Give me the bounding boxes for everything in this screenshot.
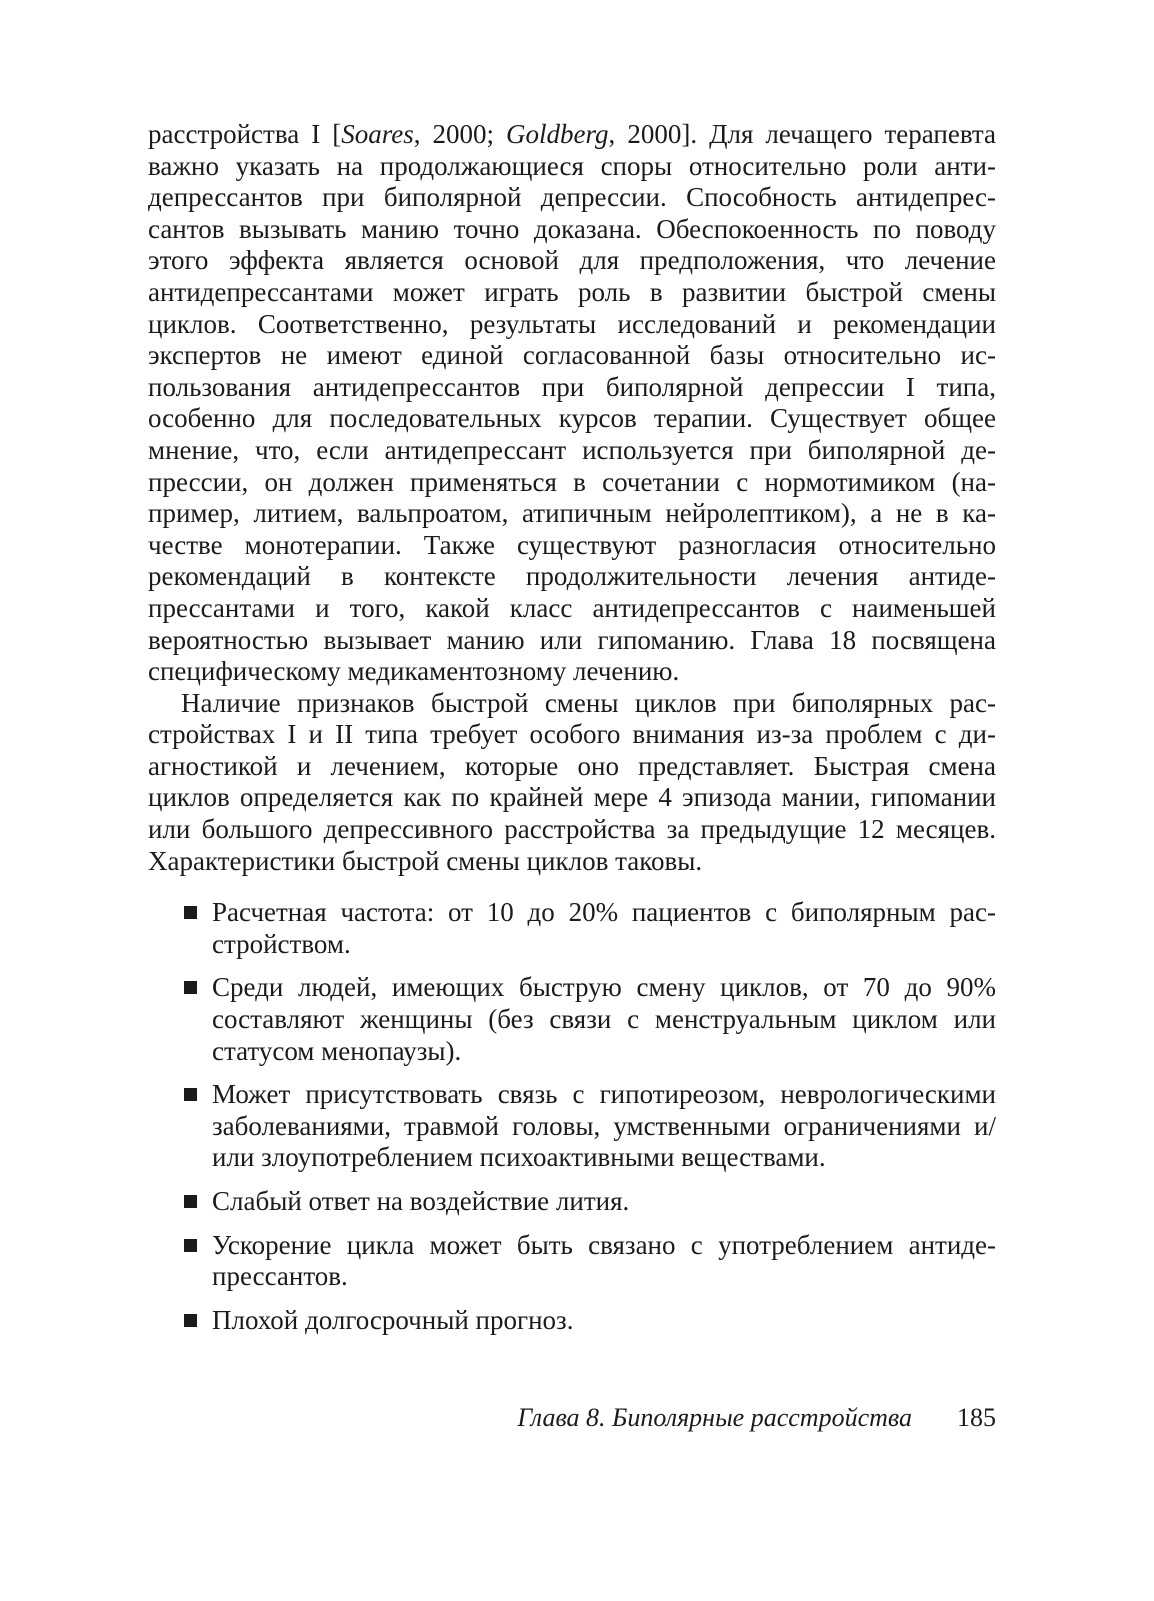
footer-chapter-title: Глава 8. Биполярные расстройства <box>517 1403 912 1432</box>
list-item <box>148 1079 996 1174</box>
list-item <box>148 972 996 1067</box>
body-text <box>148 119 996 1348</box>
square-bullet-icon <box>184 906 197 919</box>
paragraph-text-rest: , 2000]. Для лечащего терапевта важно указать на продолжающиеся споры относительно роли антидепрессантов при биполярной депрессии. Способность антидепрессантов вызывать манию точно доказана. Обеспокоенность по поводу этого эффекта является основой для предположения, что лечение антидепрессантами может играть роль в развитии быстрой смены циклов. Соответственно, результаты исследований и рекомендации экспертов не имеют единой согласованной базы относительно использования антидепрессантов при биполярной депрессии I типа, особенно для последовательных курсов терапии. Существует общее мнение, что, если антидепрессант используется при биполярной депрессии, он должен применяться в сочетании с нормотимиком (например, литием, вальпроатом, атипичным нейролептиком), а не в качестве монотерапии. Также существуют разногласия относительно рекомендаций в контексте продолжительности лечения антидепрессантами и того, какой класс антидепрессантов с наименьшей вероятностью вызывает манию или гипоманию. Глава 18 посвящена специфическому медикаментозному лечению. <box>148 119 997 687</box>
list-item-text: Расчетная частота: от 10 до 20% пациентов с биполярным расстройством. <box>212 897 996 959</box>
list-item <box>148 897 996 960</box>
list-item-text: Слабый ответ на воздействие лития. <box>212 1186 630 1216</box>
paragraph-rapid-cycling: Наличие признаков быстрой смены циклов при биполярных расстройствах I и II типа требует особого внимания из-за проблем с диагностикой и лечением, которые оно представляет. Быстрая смена циклов определяется как по крайней мере 4 эпизода мании, гипомании или большого депрессивного расстройства за предыдущие 12 месяцев. Характеристики быстрой смены циклов таковы. <box>148 687 996 876</box>
reference-author-soares: Soares <box>341 119 414 149</box>
reference-author-goldberg: Goldberg <box>506 119 609 149</box>
square-bullet-icon <box>184 1239 197 1252</box>
square-bullet-icon <box>184 1195 197 1208</box>
characteristics-list <box>148 897 996 1336</box>
paragraph-continued <box>148 119 996 688</box>
list-item <box>148 1230 996 1293</box>
list-item-text: Плохой долгосрочный прогноз. <box>212 1304 574 1335</box>
list-item-text: Среди людей, имеющих быструю смену циклов, от 70 до 90% составляют женщины (без связи с менструальным циклом или статусом менопаузы). <box>212 972 996 1066</box>
square-bullet-icon <box>184 1088 197 1101</box>
paragraph-text-start: расстройства I [ <box>148 119 342 149</box>
square-bullet-icon <box>184 1314 197 1327</box>
list-item-text: Ускорение цикла может быть связано с употреблением антидепрессантов. <box>212 1229 996 1292</box>
running-footer <box>500 1403 996 1439</box>
list-item <box>148 1186 996 1218</box>
square-bullet-icon <box>184 981 197 994</box>
list-item <box>148 1305 996 1337</box>
page-number: 185 <box>957 1403 996 1432</box>
reference-separator: , 2000; <box>413 119 507 149</box>
list-item-text: Может присутствовать связь с гипотиреозом, неврологическими заболеваниями, травмой головы, умственными ограничениями и/или злоупотреблением психоактивными веществами. <box>212 1079 996 1173</box>
